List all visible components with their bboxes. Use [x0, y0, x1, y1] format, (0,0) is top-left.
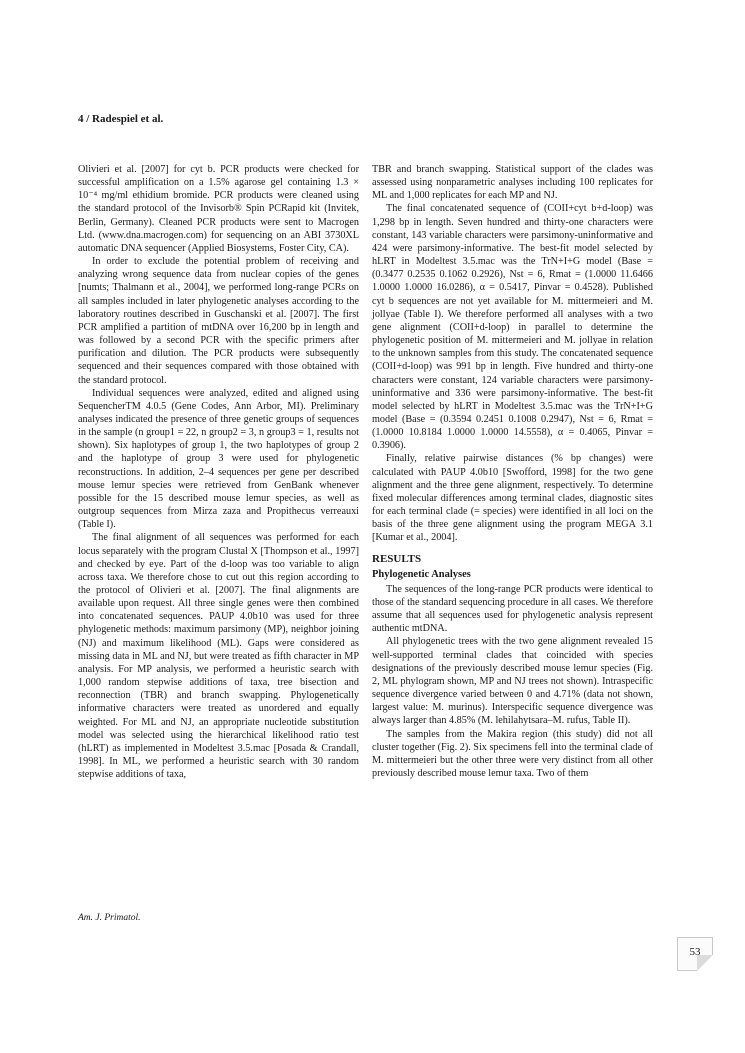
paragraph: The sequences of the long-range PCR products were identical to those of the standard sequencing procedure in all cases. We therefore assume that all sequences used for phylogenetic analysis represent authentic mtDNA.	[372, 583, 654, 635]
paragraph: In order to exclude the potential problem of receiving and analyzing wrong sequence data from nuclear copies of the genes [numts; Thalmann et al., 2004], we performed long-range PCRs on all samples included in later phylogenetic analyses according to the laboratory routines described in Guschanski et al. [2007]. The first PCR amplified a partition of mtDNA over 16,200 bp in length and was followed by a second PCR with the specific primers after purification and dilution. The PCR products were subsequently sequenced and their sequences compared with those obtained with the standard protocol.	[78, 256, 359, 386]
paragraph: The final concatenated sequence of (COII+cyt b+d-loop) was 1,298 bp in length. Seven hundred and thirty-one characters were constant, 143 variable characters were parsimony-uninformative and 424 were parsimony-informative. The best-fit model selected by hLRT in Modeltest 3.5.mac was the TrN+I+G model (Base = (0.3477 0.2535 0.1062 0.2926), Nst = 6, Rmat = (1.0000 11.6466 1.0000 1.0000 16.0286), α = 0.5417, Pinvar = 0.4528). Published cyt b sequences are not yet available for M. mittermeieri and M. jollyae (Table I). We therefore performed all analyses with a two gene alignment (COII+d-loop) in parallel to determine the phylogenetic position of M. mittermeieri and M. jollyae in relation to the unknown samples from this study. The concatenated sequence (COII+d-loop) was 991 bp in length. Five hundred and thirty-one characters were constant, 124 variable characters were parsimony-uninformative and 336 were parsimony-informative. The best-fit model selected by hLRT in Modeltest 3.5.mac was the TrN+I+G model (Base = (0.3594 0.2451 0.1008 0.2947), Nst = 6, Rmat = (1.0000 10.8184 1.0000 1.0000 14.5558), α = 0.4065, Pinvar = 0.3906).	[372, 203, 653, 452]
paragraph: All phylogenetic trees with the two gene alignment revealed 15 well-supported terminal clades that coincided with species designations of the previously described mouse lemur species (Fig. 2, ML phylogram shown, MP and NJ trees not shown). Intraspecific sequence divergence varied between 0 and 4.71% (data not shown, largest value: M. murinus). Interspecific sequence divergence was always larger than 4.85% (M. lehilahytsara–M. rufus, Table II).	[372, 636, 653, 727]
page-curl-icon	[697, 955, 713, 971]
page-number-box	[677, 937, 713, 971]
page-number: 53	[689, 946, 701, 958]
journal-footer: Am. J. Primatol.	[78, 913, 141, 923]
paragraph: Finally, relative pairwise distances (% bp changes) were calculated with PAUP 4.0b10 [Swofford, 1998] for the two gene alignment and the three gene alignment, respectively. To determine fixed molecular differences among terminal clades, diagnostic sites for each terminal clade (= species) were identified in all loci on the basis of the three gene alignment using the program MEGA 3.1 [Kumar et al., 2004].	[372, 453, 653, 544]
right-column	[372, 163, 653, 780]
paragraph: TBR and branch swapping. Statistical support of the clades was assessed using nonparametric analyses including 100 replicates for ML and 1,000 replicates for each MP and NJ.	[372, 164, 653, 202]
paragraph: The samples from the Makira region (this study) did not all cluster together (Fig. 2). Six specimens fell into the terminal clade of M. mittermeieri but the other three were very distinct from all other previously described mouse lemur taxa. Two of them	[372, 728, 653, 780]
subsection-heading: Phylogenetic Analyses	[372, 568, 471, 580]
paragraph: The final alignment of all sequences was performed for each locus separately with the program Clustal X [Thompson et al., 1997] and checked by eye. Part of the d-loop was too variable to align across taxa. We therefore chose to cut out this region according to the protocol of Olivieri et al. [2007]. The final alignments are available upon request. All three single genes were then combined into concatenated sequences. PAUP 4.0b10 was used for three phylogenetic methods: maximum parsimony (MP), neighbor joining (NJ) and maximum likelihood (ML). Gaps were considered as missing data in ML and NJ, but were treated as fifth character in MP analysis. For MP analysis, we performed a heuristic search with 1,000 random stepwise additions of taxa, tree bisection and reconnection (TBR) and branch swapping. Phylogenetically informative characters were treated as unordered and equally weighted. For ML and NJ, an appropriate nucleotide substitution model was selected using the hierarchical likelihood ratio test (hLRT) as implemented in Modeltest 3.5.mac [Posada & Crandall, 1998]. In ML, we performed a heuristic search with 30 random stepwise additions of taxa,	[78, 532, 359, 781]
paragraph: Olivieri et al. [2007] for cyt b. PCR products were checked for successful amplification on a 1.5% agarose gel containing 1.3 × 10⁻⁴ mg/ml ethidium bromide. PCR products were cleaned using the standard protocol of the Invisorb® Spin PCRapid kit (Invitek, Berlin, Germany). Cleaned PCR products were sent to Macrogen Ltd. (www.dna.macrogen.com) for sequencing on an ABI 3730XL automatic DNA sequencer (Applied Biosystems, Foster City, CA).	[78, 164, 359, 254]
left-column	[78, 163, 359, 781]
section-heading: RESULTS	[372, 552, 422, 565]
paragraph: Individual sequences were analyzed, edited and aligned using SequencherTM 4.0.5 (Gene Codes, Ann Arbor, MI). Preliminary analyses indicated the presence of three genetic groups of sequences in the sample (n group1 = 22, n group2 = 3, n group3 = 1, results not shown). Six haplotypes of group 1, the two haplotypes of group 2 and the haplotype of group 3 were used for phylogenetic reconstructions. In addition, 2–4 sequences per gene per described mouse lemur species were retrieved from GenBank whenever possible for the 15 described mouse lemur species, as well as outgroup sequences from Mirza zaza and Propithecus verreauxi (Table I).	[78, 387, 359, 531]
running-head: 4 / Radespiel et al.	[78, 113, 164, 125]
